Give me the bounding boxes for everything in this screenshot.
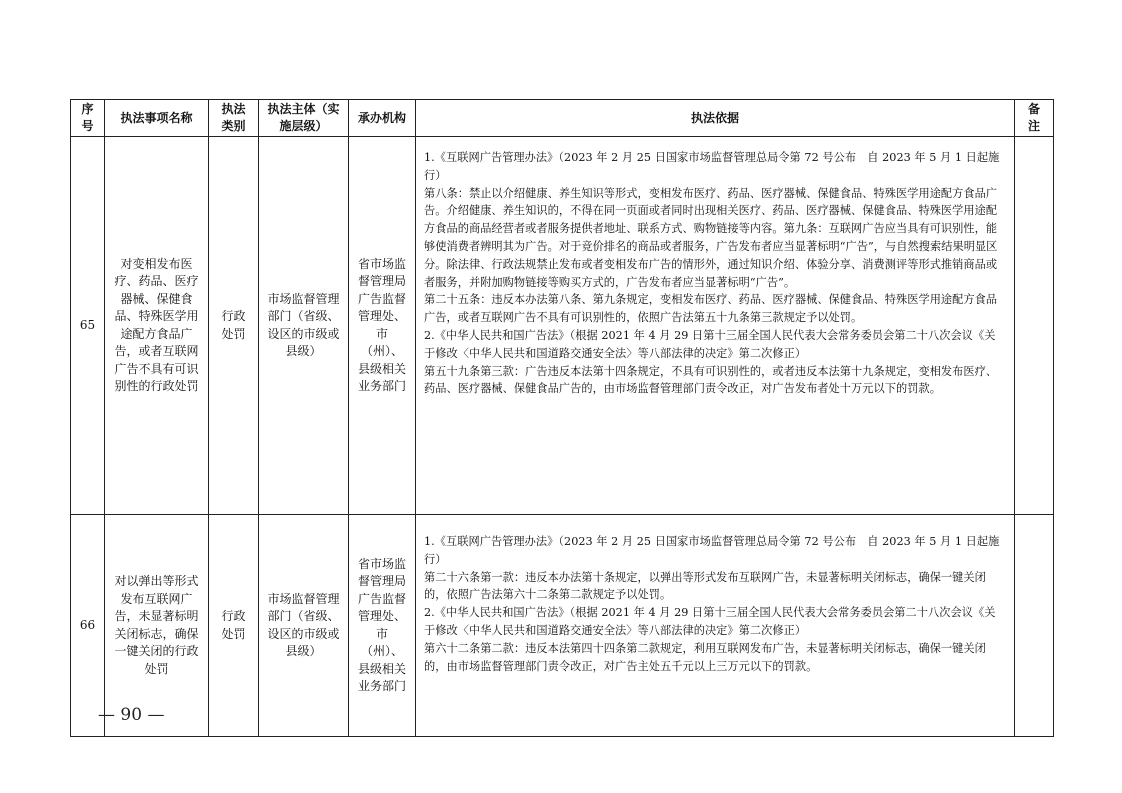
basis-paragraph: 2.《中华人民共和国广告法》（根据 2021 年 4 月 29 日第十三届全国人民代表大会常务委员会第二十八次会议《关于修改〈中华人民共和国道路交通安全法〉等八部法律的决定》第二次修正） [424,606,996,637]
enforcement-table [70,99,1054,737]
header-dept: 承办机构 [349,100,416,137]
basis-paragraph: 1.《互联网广告管理办法》（2023 年 2 月 25 日国家市场监督管理总局令第 72 号公布 自 2023 年 5 月 1 日起施行） [424,151,1000,182]
basis-paragraph: 第八条：禁止以介绍健康、养生知识等形式，变相发布医疗、药品、医疗器械、保健食品、特殊医学用途配方食品广告。介绍健康、养生知识的，不得在同一页面或者同时出现相关医疗、药品、医疗器械、保健食品、特殊医学用途配方食品的商品经营者或者服务提供者地址、联系方式、购物链接等内容。第九条：互联网广告应当具有可识别性，能够使消费者辨明其为广告。对于竞价排名的商品或者服务，广告发布者应当显著标明“广告”，与自然搜索结果明显区分。除法律、行政法规禁止发布或者变相发布广告的情形外，通过知识介绍、体验分享、消费测评等形式推销商品或者服务，并附加购物链接等购买方式的，广告发布者应当显著标明“广告”。 [424,186,998,289]
row-basis [416,515,1015,737]
row-item-name: 对以弹出等形式发布互联网广告，未显著标明关闭标志，确保一键关闭的行政处罚 [105,515,209,737]
row-type: 行政处罚 [209,137,259,515]
row-subject: 市场监督管理部门（省级、设区的市级或县级） [259,515,349,737]
basis-paragraph: 第五十九条第三款：广告违反本法第十四条规定，不具有可识别性的，或者违反本法第十九条规定，变相发布医疗、药品、医疗器械、保健食品广告的，由市场监督管理部门责令改正，对广告发布者处十万元以下的罚款。 [424,364,998,396]
row-number: 65 [71,137,105,515]
row-number: 66 [71,515,105,737]
header-row [71,100,1054,137]
row-dept: 省市场监督管理局广告监督管理处、市（州）、县级相关业务部门 [349,137,416,515]
row-item-name: 对变相发布医疗、药品、医疗器械、保健食品、特殊医学用途配方食品广告，或者互联网广告不具有可识别性的行政处罚 [105,137,209,515]
row-subject: 市场监督管理部门（省级、设区的市级或县级） [259,137,349,515]
header-type: 执法类别 [209,100,259,137]
basis-paragraph: 第二十五条：违反本办法第八条、第九条规定，变相发布医疗、药品、医疗器械、保健食品、特殊医学用途配方食品广告，或者互联网广告不具有可识别性的，依照广告法第五十九条第三款规定予以处罚。 [424,293,998,325]
basis-paragraph: 第六十二条第二款：违反本法第四十四条第二款规定，利用互联网发布广告，未显著标明关闭标志，确保一键关闭的，由市场监督管理部门责令改正，对广告主处五千元以上三万元以下的罚款。 [424,641,986,673]
page-number: — 90 — [98,705,165,725]
table-row [71,137,1054,515]
row-note [1015,515,1054,737]
basis-paragraph: 2.《中华人民共和国广告法》（根据 2021 年 4 月 29 日第十三届全国人民代表大会常务委员会第二十八次会议《关于修改〈中华人民共和国道路交通安全法〉等八部法律的决定》第二次修正） [424,328,996,360]
row-basis [416,137,1015,515]
row-note [1015,137,1054,515]
basis-paragraph: 1.《互联网广告管理办法》（2023 年 2 月 25 日国家市场监督管理总局令第 72 号公布 自 2023 年 5 月 1 日起施行） [424,535,1000,566]
header-name: 执法事项名称 [105,100,209,137]
table-row [71,515,1054,737]
row-type: 行政处罚 [209,515,259,737]
basis-paragraph: 第二十六条第一款：违反本办法第十条规定，以弹出等形式发布互联网广告，未显著标明关闭标志，确保一键关闭的，依照广告法第六十二条第二款规定予以处罚。 [424,570,986,602]
row-dept: 省市场监督管理局广告监督管理处、市（州）、县级相关业务部门 [349,515,416,737]
header-no: 序号 [71,100,105,137]
header-note: 备注 [1015,100,1054,137]
header-subject: 执法主体（实施层级） [259,100,349,137]
header-basis: 执法依据 [416,100,1015,137]
